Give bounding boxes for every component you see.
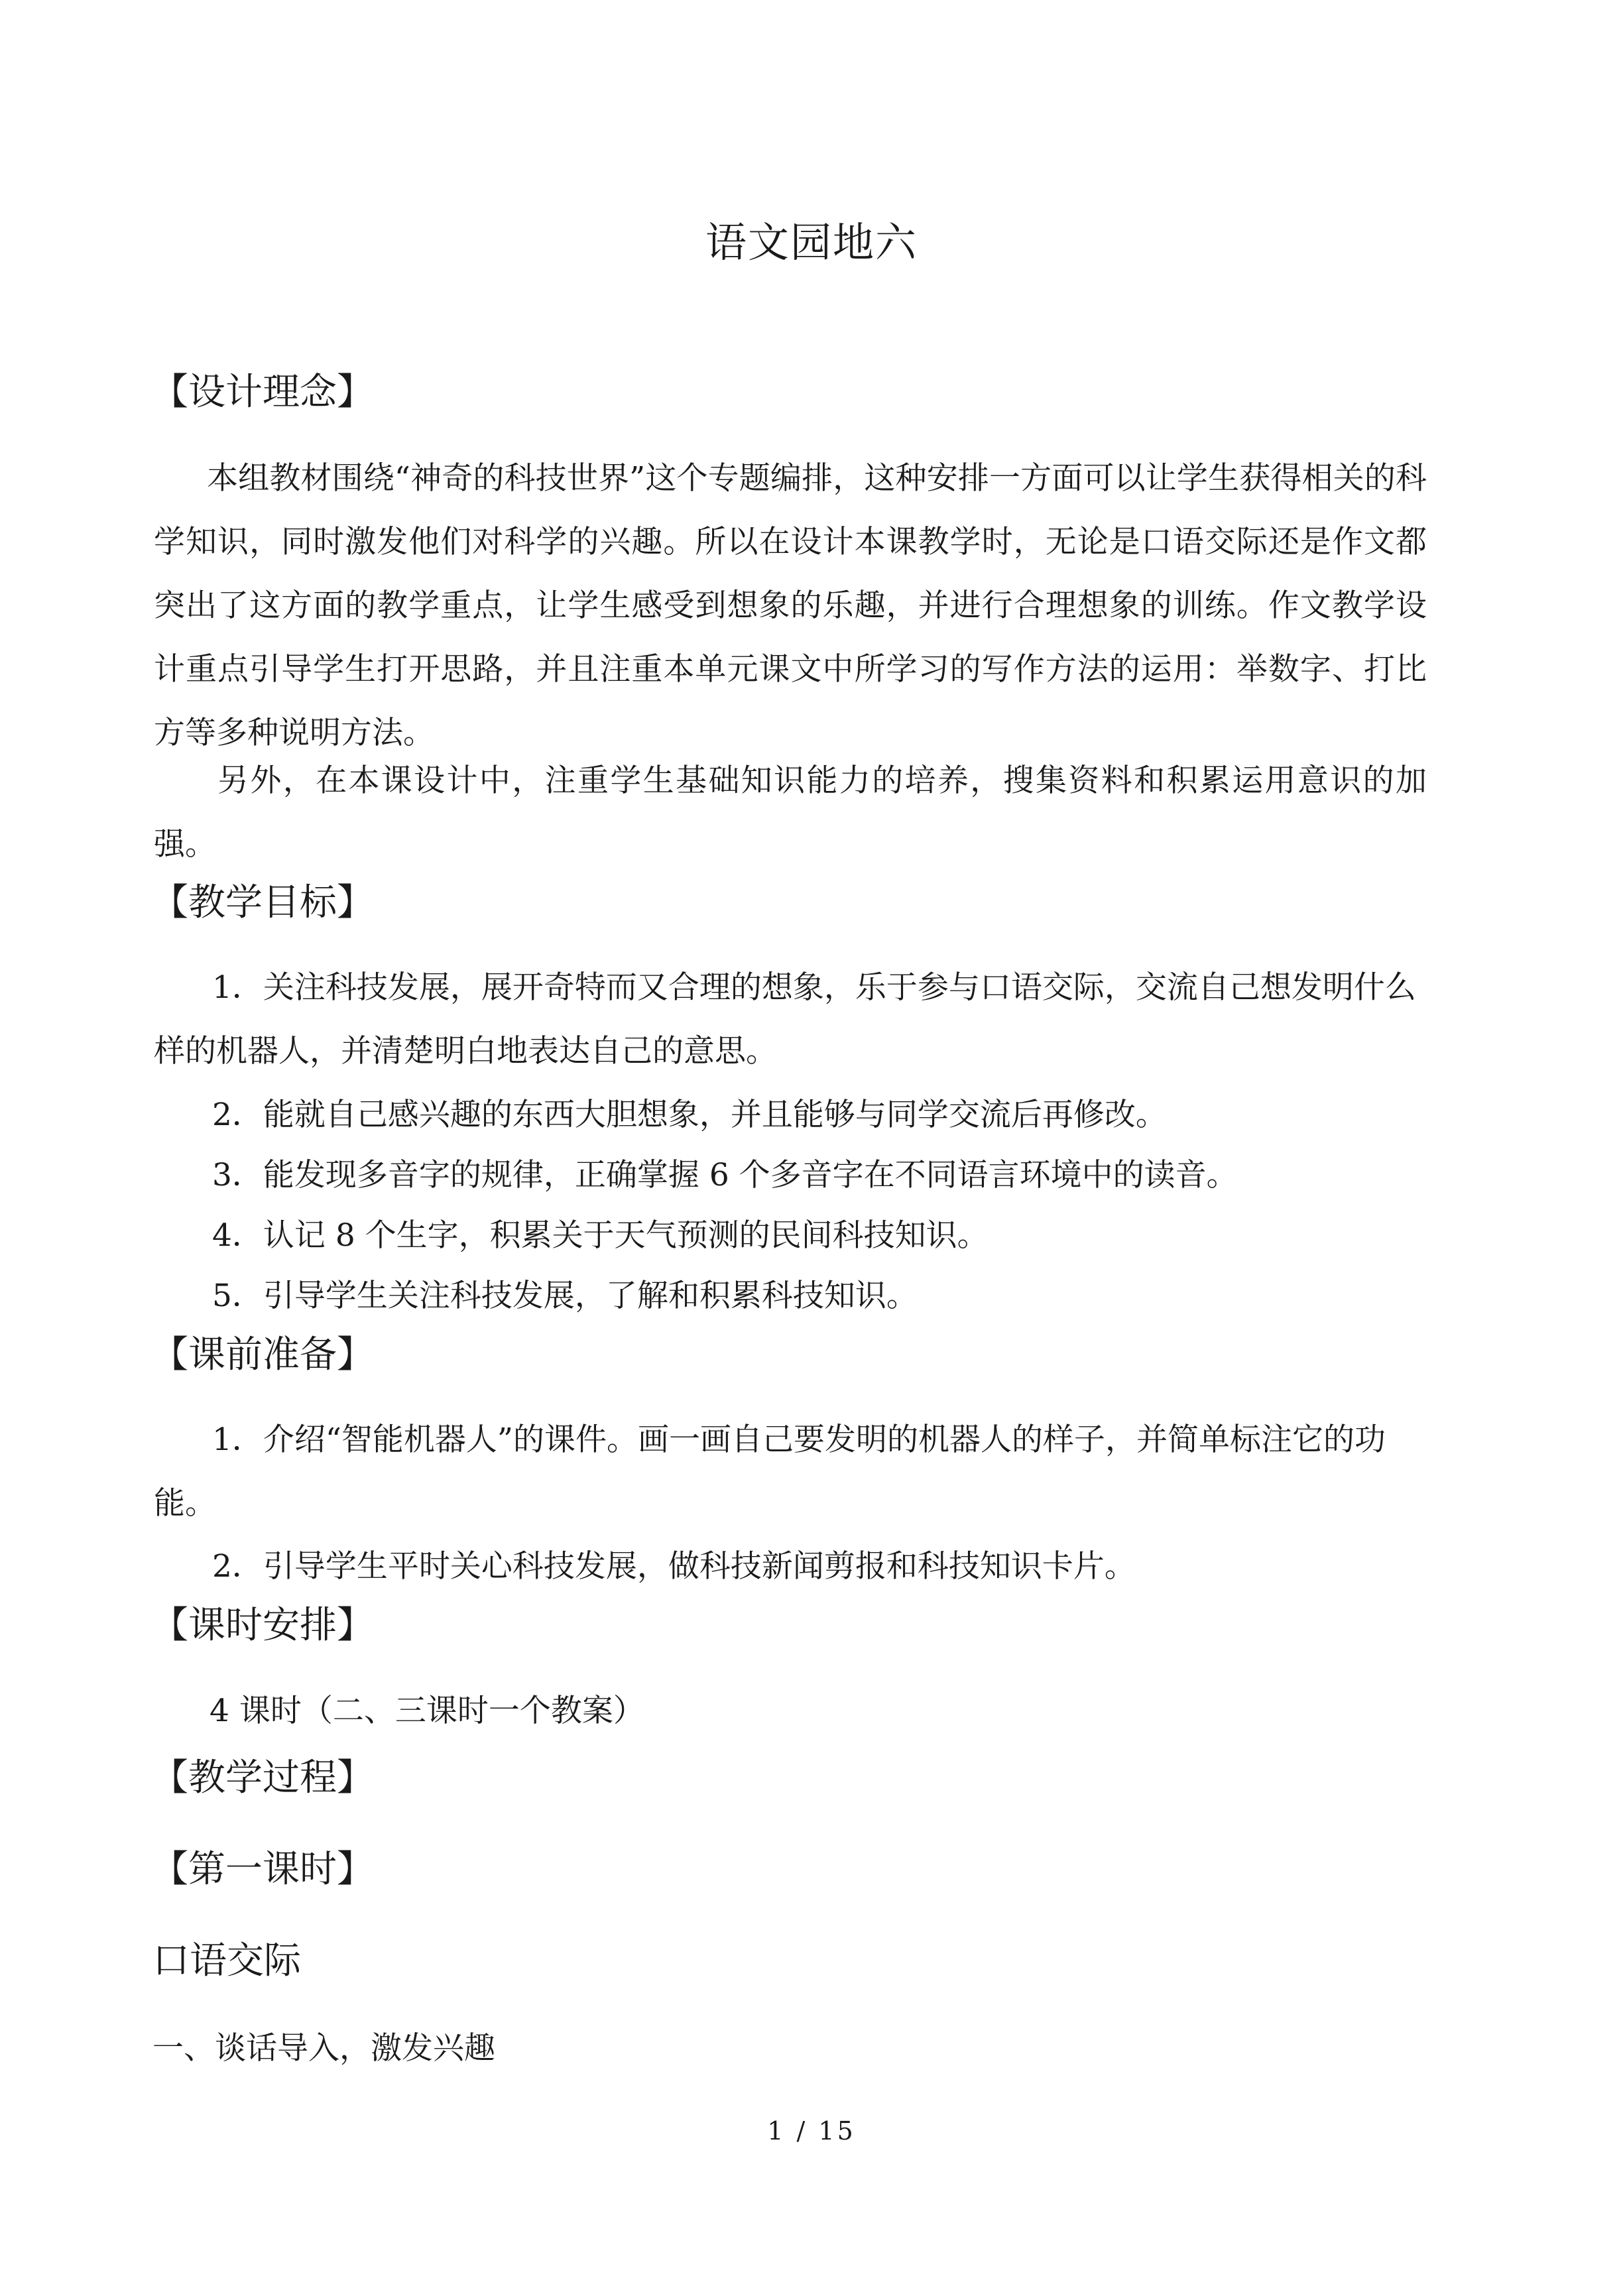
section-heading-teaching-goals: 【教学目标】 [151, 881, 374, 924]
schedule-text: 4 课时（二、三课时一个教案） [210, 1693, 644, 1729]
lesson-1-step-1: 一、谈话导入，激发兴趣 [152, 2030, 495, 2067]
section-heading-schedule: 【课时安排】 [151, 1604, 374, 1647]
page-number: 1 / 15 [767, 2116, 856, 2145]
preparation-item-2: 2．引导学生平时关心科技发展，做科技新闻剪报和科技知识卡片。 [212, 1548, 1136, 1585]
section-heading-design-concept: 【设计理念】 [151, 371, 374, 414]
section-heading-teaching-process: 【教学过程】 [151, 1756, 374, 1799]
design-concept-paragraph-2: 另外，在本课设计中，注重学生基础知识能力的培养，搜集资料和积累运用意识的加强。 [154, 762, 1427, 863]
teaching-goal-item-5: 5．引导学生关注科技发展，了解和积累科技知识。 [212, 1278, 918, 1314]
document-title: 语文园地六 [705, 218, 918, 267]
preparation-item-1: 1．介绍“智能机器人”的课件。画一画自己要发明的机器人的样子，并简单标注它的功能。 [154, 1421, 1386, 1522]
lesson-1-subheading: 口语交际 [152, 1939, 301, 1982]
teaching-goal-item-4: 4．认记 8 个生字，积累关于天气预测的民间科技知识。 [212, 1217, 989, 1254]
section-heading-lesson-1: 【第一课时】 [151, 1848, 374, 1891]
teaching-goal-item-3: 3．能发现多音字的规律，正确掌握 6 个多音字在不同语言环境中的读音。 [212, 1157, 1238, 1193]
design-concept-paragraph-1: 本组教材围绕“神奇的科技世界”这个专题编排，这种安排一方面可以让学生获得相关的科学知识，同时激发他们对科学的兴趣。所以在设计本课教学时，无论是口语交际还是作文都突出了这方面的教学重点，让学生感受到想象的乐趣，并进行合理想象的训练。作文教学设计重点引导学生打开思路，并且注重本单元课文中所学习的写作方法的运用：举数字、打比方等多种说明方法。 [154, 460, 1427, 751]
section-heading-preparation: 【课前准备】 [151, 1333, 374, 1376]
teaching-goal-item-2: 2．能就自己感兴趣的东西大胆想象，并且能够与同学交流后再修改。 [212, 1097, 1167, 1133]
teaching-goal-item-1: 1．关注科技发展，展开奇特而又合理的想象，乐于参与口语交际，交流自己想发明什么样的机器人，并清楚明白地表达自己的意思。 [154, 969, 1416, 1069]
